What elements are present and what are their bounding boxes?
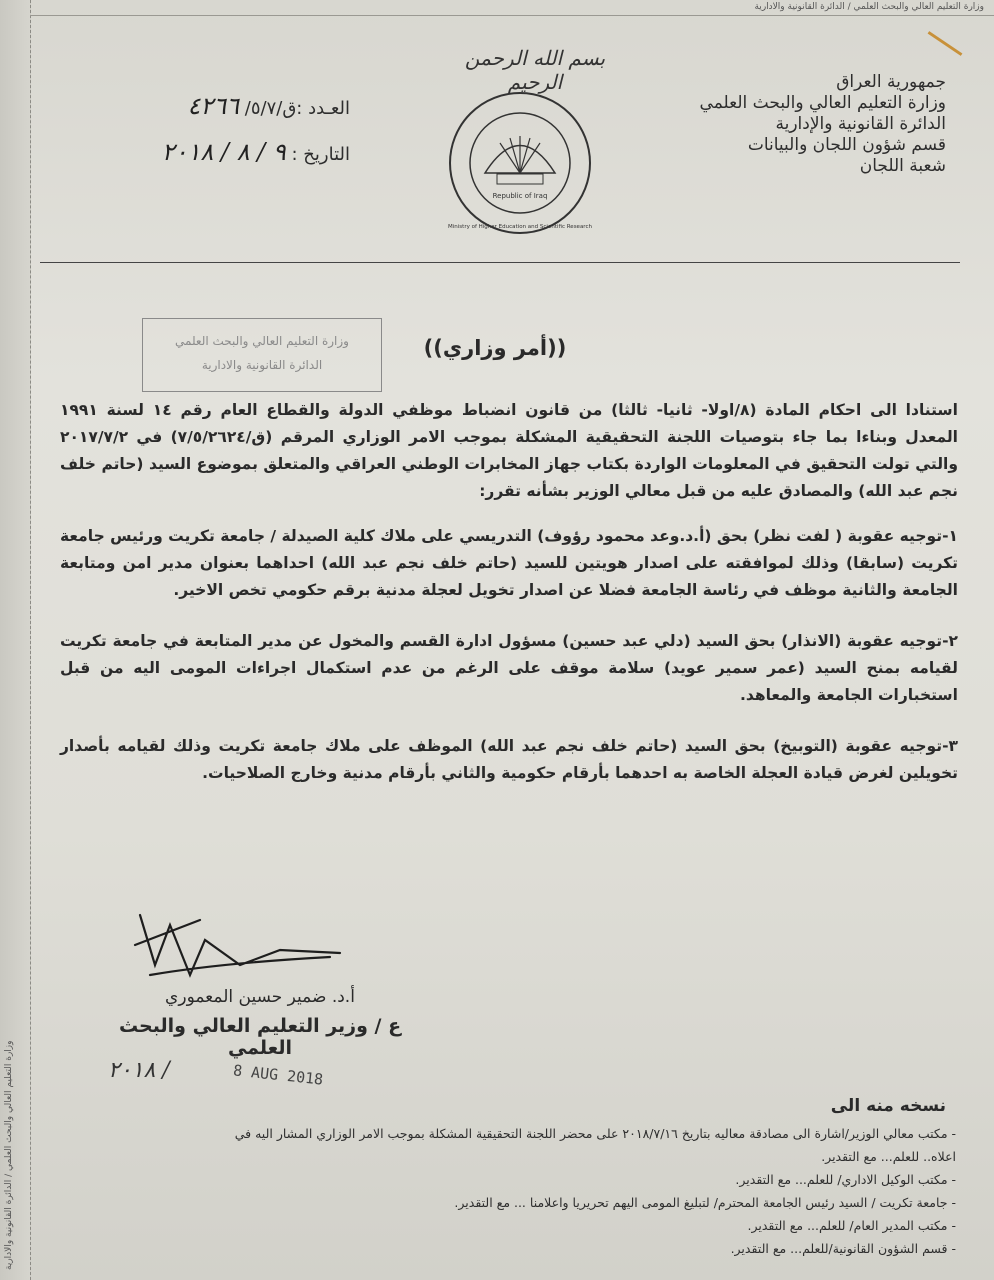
department-stamp [142, 318, 382, 392]
signature-date-hand: / ٢٠١٨ [108, 1058, 170, 1083]
stamp-line: الدائرة القانونية والادارية [201, 358, 323, 372]
signature-date [108, 1058, 348, 1098]
side-margin-text: وزارة التعليم العالي والبحث العلمي / الدائرة القانونية والادارية [4, 1040, 14, 1270]
header-line: وزارة التعليم العالي والبحث العلمي [699, 93, 946, 113]
copies-list [56, 1122, 956, 1260]
header-line: قسم شؤون اللجان والبيانات [747, 135, 946, 155]
side-margin-strip [0, 0, 31, 1280]
ministry-header [616, 72, 946, 177]
logo-text-ministry: Ministry of Higher Education and Scientific Research [448, 224, 592, 230]
date-label: التاريخ : [291, 144, 350, 165]
intro-paragraph: استنادا الى احكام المادة (٨/اولا- ثانيا- ثالثا) من قانون انضباط موظفي الدولة والقطاع العام رقم ١٤ لسنة ١٩٩١ المعدل وبناءا بما جاء بتوصيات اللجنة التحقيقية المشكلة بموجب الامر الوزاري المرقم (ق/٧/٥/٢٦٢٤) في ٢٠١٧/٧/٢ والتي تولت التحقيق في المعلومات الواردة بكتاب جهاز المخابرات الوطني العراقي والمتعلق بموضوع السيد (حاتم خلف نجم عبد الله) والمصادق عليه من قبل معالي الوزير بشأنه تقرر: [60, 401, 958, 500]
basmala: بسم الله الرحمن الرحيم [464, 46, 606, 94]
reference-block [60, 92, 350, 184]
copy-line: - جامعة تكريت / السيد رئيس الجامعة المحترم/ لتبليغ المومى اليهم تحريريا واعلامنا ... مع التقدير. [454, 1195, 956, 1210]
date-value: ٩ / ٨ / ٢٠١٨ [161, 138, 286, 166]
decision-item: ١-توجيه عقوبة ( لفت نظر) بحق (أ.د.وعد محمود رؤوف) التدريسي على ملاك كلية الصيدلة / جامعة تكريت ورئيس جامعة تكريت (سابقا) وذلك لموافقته على اصدار هويتين للسيد (حاتم خلف نجم عبد الله) احداهما بعنوان مدير امن ومتابعة الجامعة والثانية موظف في رئاسة الجامعة فضلا عن اصدار تخويل لعجلة مدنية برقم حكومي تخص الاخير. [60, 527, 958, 599]
document-title: ((أمر وزاري)) [423, 336, 567, 360]
copy-line: - مكتب الوكيل الاداري/ للعلم... مع التقدير. [735, 1172, 956, 1187]
number-value: ٤٢٦٦ [187, 92, 240, 120]
number-row [60, 92, 350, 138]
signer-role: ع / وزير التعليم العالي والبحث العلمي [118, 1015, 402, 1059]
pen-mark [928, 31, 963, 56]
header-line: شعبة اللجان [859, 156, 946, 176]
date-row [60, 138, 350, 184]
order-body [60, 397, 958, 811]
date-stamp: 8 AUG 2018 [232, 1061, 325, 1089]
copy-line: - مكتب معالي الوزير/اشارة الى مصادقة معاليه بتاريخ ٢٠١٨/٧/١٦ على محضر اللجنة التحقيقية المشكلة بموجب الامر الوزاري المشار اليه في [234, 1126, 956, 1141]
signer [100, 987, 420, 1059]
top-margin-text: وزارة التعليم العالي والبحث العلمي / الدائرة القانونية والادارية [30, 0, 994, 16]
copies-title: نسخه منه الى [830, 1096, 946, 1116]
copy-line: - قسم الشؤون القانونية/للعلم... مع التقدير. [730, 1241, 956, 1256]
decision-item: ٢-توجيه عقوبة (الانذار) بحق السيد (دلي عبد حسين) مسؤول ادارة القسم والمخول عن مدير المتابعة في جامعة تكريت لقيامه بمنح السيد (عمر سمير عويد) سلامة موقف على الرغم من عدم استكمال اجراءات المومى اليه من قبل استخبارات الجامعة والمعاهد. [60, 632, 958, 704]
signer-name: أ.د. ضمير حسين المعموري [165, 987, 355, 1007]
number-label: العـدد :ق/٥/٧/ [244, 98, 350, 119]
logo-text: Republic of Iraq [492, 192, 548, 200]
header-line: الدائرة القانونية والإدارية [775, 114, 946, 134]
header-divider [40, 262, 960, 263]
copy-line: اعلاه.. للعلم... مع التقدير. [821, 1149, 956, 1164]
decision-item: ٣-توجيه عقوبة (التوبيخ) بحق السيد (حاتم خلف نجم عبد الله) الموظف على ملاك جامعة تكريت وذلك لقيامه بأصدار تخويلين لغرض قيادة العجلة الخاصة به احدهما بأرقام حكومية والثاني بأرقام مدنية وخارج الصلاحيات. [60, 737, 958, 782]
ministry-logo [445, 88, 595, 238]
header-line: جمهورية العراق [836, 72, 946, 92]
copy-line: - مكتب المدير العام/ للعلم... مع التقدير. [747, 1218, 956, 1233]
stamp-line: وزارة التعليم العالي والبحث العلمي [175, 334, 349, 348]
